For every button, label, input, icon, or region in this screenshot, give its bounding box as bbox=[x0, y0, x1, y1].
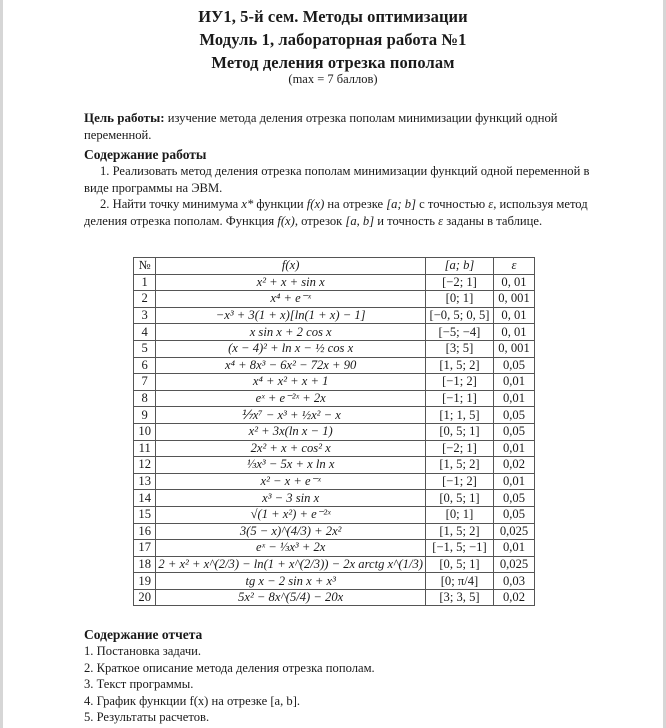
table-row bbox=[134, 540, 535, 557]
table-row bbox=[134, 390, 535, 407]
row-interval: [1, 5; 2] bbox=[425, 523, 493, 540]
report-item: 3. Текст программы. bbox=[84, 677, 194, 692]
text: с точностью bbox=[416, 197, 489, 211]
header-number: № bbox=[134, 258, 156, 275]
row-interval: [3; 3, 5] bbox=[425, 589, 493, 606]
report-item: 1. Постановка задачи. bbox=[84, 644, 202, 658]
row-interval: [0; π/4] bbox=[425, 573, 493, 590]
table-row bbox=[134, 523, 535, 540]
row-interval: [3; 5] bbox=[425, 340, 493, 357]
math-xstar: x* bbox=[241, 197, 254, 211]
row-interval: [−1; 2] bbox=[425, 374, 493, 391]
row-function: x⁴ + 8x³ − 6x² − 72x + 90 bbox=[156, 357, 426, 374]
row-epsilon: 0, 001 bbox=[494, 340, 535, 357]
math-interval: [a; b] bbox=[386, 197, 416, 211]
table-row bbox=[134, 291, 535, 308]
row-interval: [−1; 1] bbox=[425, 390, 493, 407]
row-interval: [−1; 2] bbox=[425, 473, 493, 490]
row-function: x⁴ + e⁻ˣ bbox=[156, 291, 426, 308]
row-interval: [0, 5; 1] bbox=[425, 556, 493, 573]
row-interval: [−1, 5; −1] bbox=[425, 540, 493, 557]
text: и точность bbox=[374, 214, 439, 228]
tasks-table bbox=[133, 257, 535, 606]
row-interval: [1; 1, 5] bbox=[425, 407, 493, 424]
text: функции bbox=[253, 197, 307, 211]
row-interval: [0; 1] bbox=[425, 291, 493, 308]
table-row bbox=[134, 407, 535, 424]
row-epsilon: 0,05 bbox=[494, 423, 535, 440]
row-number: 9 bbox=[134, 407, 156, 424]
row-number: 2 bbox=[134, 291, 156, 308]
table-row bbox=[134, 357, 535, 374]
row-interval: [0, 5; 1] bbox=[425, 490, 493, 507]
row-function: 3(5 − x)^(4/3) + 2x² bbox=[156, 523, 426, 540]
row-function: ⅓x³ − 5x + x ln x bbox=[156, 457, 426, 474]
max-score: (max = 7 баллов) bbox=[288, 72, 378, 86]
table-row bbox=[134, 573, 535, 590]
row-epsilon: 0,025 bbox=[494, 523, 535, 540]
row-number: 20 bbox=[134, 589, 156, 606]
table-header-row bbox=[134, 258, 535, 275]
row-function: x² + 3x(ln x − 1) bbox=[156, 423, 426, 440]
row-number: 14 bbox=[134, 490, 156, 507]
course-title: ИУ1, 5-й сем. Методы оптимизации bbox=[198, 7, 468, 26]
report-item: 2. Краткое описание метода деления отрезка пополам. bbox=[84, 660, 375, 675]
row-epsilon: 0, 001 bbox=[494, 291, 535, 308]
row-epsilon: 0,01 bbox=[494, 440, 535, 457]
math-interval: [a, b] bbox=[345, 214, 375, 228]
row-number: 18 bbox=[134, 556, 156, 573]
row-number: 19 bbox=[134, 573, 156, 590]
row-function: x⁴ + x² + x + 1 bbox=[156, 374, 426, 391]
row-epsilon: 0,02 bbox=[494, 589, 535, 606]
row-function: ⅐x⁷ − x³ + ½x² − x bbox=[156, 407, 426, 424]
header-epsilon: ε bbox=[494, 258, 535, 275]
row-function: tg x − 2 sin x + x³ bbox=[156, 573, 426, 590]
text: , используя метод деления отрезка пополам. Функция bbox=[84, 197, 588, 228]
row-function: eˣ − ⅓x³ + 2x bbox=[156, 540, 426, 557]
row-function: eˣ + e⁻²ˣ + 2x bbox=[156, 390, 426, 407]
row-number: 4 bbox=[134, 324, 156, 341]
contents-heading: Содержание работы bbox=[84, 147, 207, 162]
table-row bbox=[134, 340, 535, 357]
report-heading: Содержание отчета bbox=[84, 627, 203, 642]
row-interval: [−2; 1] bbox=[425, 440, 493, 457]
text: заданы в таблице. bbox=[443, 214, 543, 228]
row-number: 3 bbox=[134, 307, 156, 324]
row-number: 17 bbox=[134, 540, 156, 557]
goal-text: изучение метода деления отрезка пополам минимизации функций одной переменной. bbox=[84, 111, 558, 142]
row-number: 7 bbox=[134, 374, 156, 391]
row-function: √(1 + x²) + e⁻²ˣ bbox=[156, 506, 426, 523]
table-row bbox=[134, 274, 535, 291]
row-number: 10 bbox=[134, 423, 156, 440]
math-eps: ε bbox=[488, 197, 494, 211]
row-interval: [−5; −4] bbox=[425, 324, 493, 341]
row-epsilon: 0,01 bbox=[494, 374, 535, 391]
header-interval: [a; b] bbox=[425, 258, 493, 275]
row-number: 13 bbox=[134, 473, 156, 490]
row-epsilon: 0,025 bbox=[494, 556, 535, 573]
row-number: 5 bbox=[134, 340, 156, 357]
header-function: f(x) bbox=[156, 258, 426, 275]
text: на отрезке bbox=[324, 197, 387, 211]
row-function: x³ − 3 sin x bbox=[156, 490, 426, 507]
row-number: 1 bbox=[134, 274, 156, 291]
row-interval: [1, 5; 2] bbox=[425, 457, 493, 474]
row-interval: [−2; 1] bbox=[425, 274, 493, 291]
row-function: −x³ + 3(1 + x)[ln(1 + x) − 1] bbox=[156, 307, 426, 324]
row-number: 15 bbox=[134, 506, 156, 523]
row-epsilon: 0, 01 bbox=[494, 274, 535, 291]
row-interval: [−0, 5; 0, 5] bbox=[425, 307, 493, 324]
table-row bbox=[134, 473, 535, 490]
table-body bbox=[134, 274, 535, 606]
contents-item-1: 1. Реализовать метод деления отрезка пополам минимизации функций одной переменной в виде программы на ЭВМ. bbox=[84, 164, 590, 195]
goal-paragraph bbox=[84, 109, 604, 144]
math-eps: ε bbox=[438, 214, 444, 228]
row-epsilon: 0,05 bbox=[494, 407, 535, 424]
table-row bbox=[134, 307, 535, 324]
row-number: 6 bbox=[134, 357, 156, 374]
row-epsilon: 0,03 bbox=[494, 573, 535, 590]
row-function: x sin x + 2 cos x bbox=[156, 324, 426, 341]
row-epsilon: 0,01 bbox=[494, 390, 535, 407]
table-row bbox=[134, 423, 535, 440]
row-epsilon: 0,01 bbox=[494, 473, 535, 490]
contents-item-2 bbox=[84, 196, 604, 230]
row-epsilon: 0, 01 bbox=[494, 307, 535, 324]
row-function: x² − x + e⁻ˣ bbox=[156, 473, 426, 490]
report-item: 5. Результаты расчетов. bbox=[84, 710, 210, 725]
row-epsilon: 0,02 bbox=[494, 457, 535, 474]
row-number: 12 bbox=[134, 457, 156, 474]
row-function: 2x² + x + cos² x bbox=[156, 440, 426, 457]
table-row bbox=[134, 556, 535, 573]
row-function: x² + x + sin x bbox=[156, 274, 426, 291]
row-epsilon: 0,05 bbox=[494, 357, 535, 374]
table-row bbox=[134, 374, 535, 391]
module-title: Модуль 1, лабораторная работа №1 bbox=[199, 30, 467, 49]
method-title: Метод деления отрезка пополам bbox=[211, 53, 455, 72]
row-interval: [0; 1] bbox=[425, 506, 493, 523]
row-function: 2 + x² + x^(2/3) − ln(1 + x^(2/3)) − 2x arctg x^(1/3) bbox=[156, 556, 426, 573]
row-number: 16 bbox=[134, 523, 156, 540]
row-epsilon: 0, 01 bbox=[494, 324, 535, 341]
table-row bbox=[134, 457, 535, 474]
text: 2. Найти точку минимума bbox=[100, 197, 242, 211]
table-row bbox=[134, 506, 535, 523]
report-item: 4. График функции f(x) на отрезке [a, b]. bbox=[84, 693, 301, 708]
goal-label: Цель работы: bbox=[84, 110, 165, 125]
row-epsilon: 0,01 bbox=[494, 540, 535, 557]
table-row bbox=[134, 589, 535, 606]
math-fx: f(x) bbox=[306, 197, 325, 211]
text: , отрезок bbox=[294, 214, 346, 228]
row-epsilon: 0,05 bbox=[494, 506, 535, 523]
row-epsilon: 0,05 bbox=[494, 490, 535, 507]
row-function: 5x² − 8x^(5/4) − 20x bbox=[156, 589, 426, 606]
table-row bbox=[134, 440, 535, 457]
row-interval: [0, 5; 1] bbox=[425, 423, 493, 440]
table-row bbox=[134, 324, 535, 341]
row-number: 11 bbox=[134, 440, 156, 457]
math-fx: f(x) bbox=[277, 214, 295, 228]
report-list bbox=[84, 643, 375, 726]
table-row bbox=[134, 490, 535, 507]
row-interval: [1, 5; 2] bbox=[425, 357, 493, 374]
row-function: (x − 4)² + ln x − ½ cos x bbox=[156, 340, 426, 357]
row-number: 8 bbox=[134, 390, 156, 407]
